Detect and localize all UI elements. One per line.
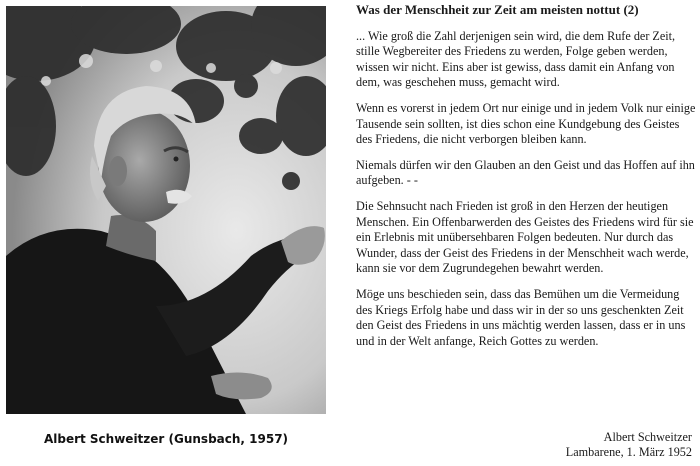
article-title: Was der Menschheit zur Zeit am meisten nottut (2) [356, 2, 639, 17]
paragraph-3: Niemals dürfen wir den Glauben an den Geist und das Hoffen auf ihn aufgeben. - - [356, 157, 695, 188]
paragraph-1: ... Wie groß die Zahl derjenigen sein wird, die dem Rufe der Zeit, stille Wegbereiter des Friedens zu werden, Folge geben werden, wissen wir nicht. Eins aber ist gewiss, dass damit ein Anfang von dem, was geschehen muss, gemacht wird. [356, 28, 676, 90]
paragraph-5: Möge uns beschieden sein, dass das Bemühen um die Vermeidung des Kriegs Erfolg habe und dass wir in der so uns geschenkten Zeit den Geist des Friedens in uns mächtig werden lassen, dass er in uns und in der Welt anfange, Reich Gottes zu werden. [356, 286, 686, 348]
portrait-illustration [6, 6, 326, 414]
paragraph-2: Wenn es vorerst in jedem Ort nur einige und in jedem Volk nur einige Tausende sein sollten, ist dies schon eine Kundgebung des Geistes des Friedens, die nicht verborgen bleiben kann. [356, 100, 696, 147]
signature-place-date: Lambarene, 1. März 1952 [565, 445, 692, 459]
signature [566, 430, 692, 460]
photo-caption: Albert Schweitzer (Gunsbach, 1957) [43, 432, 289, 446]
signature-name: Albert Schweitzer [603, 430, 692, 444]
article [356, 2, 696, 359]
paragraph-4: Die Sehnsucht nach Frieden ist groß in den Herzen der heutigen Menschen. Ein Offenbarwerden des Geistes des Friedens wird für sie ein Erlebnis mit unübersehbaren Folgen bedeuten. Nur durch das Wunder, dass der Geist des Friedens in der Menschheit wach werde, kann sie vor dem Zugrundegehen bewahrt werden. [356, 198, 694, 276]
portrait-photo [6, 6, 326, 414]
